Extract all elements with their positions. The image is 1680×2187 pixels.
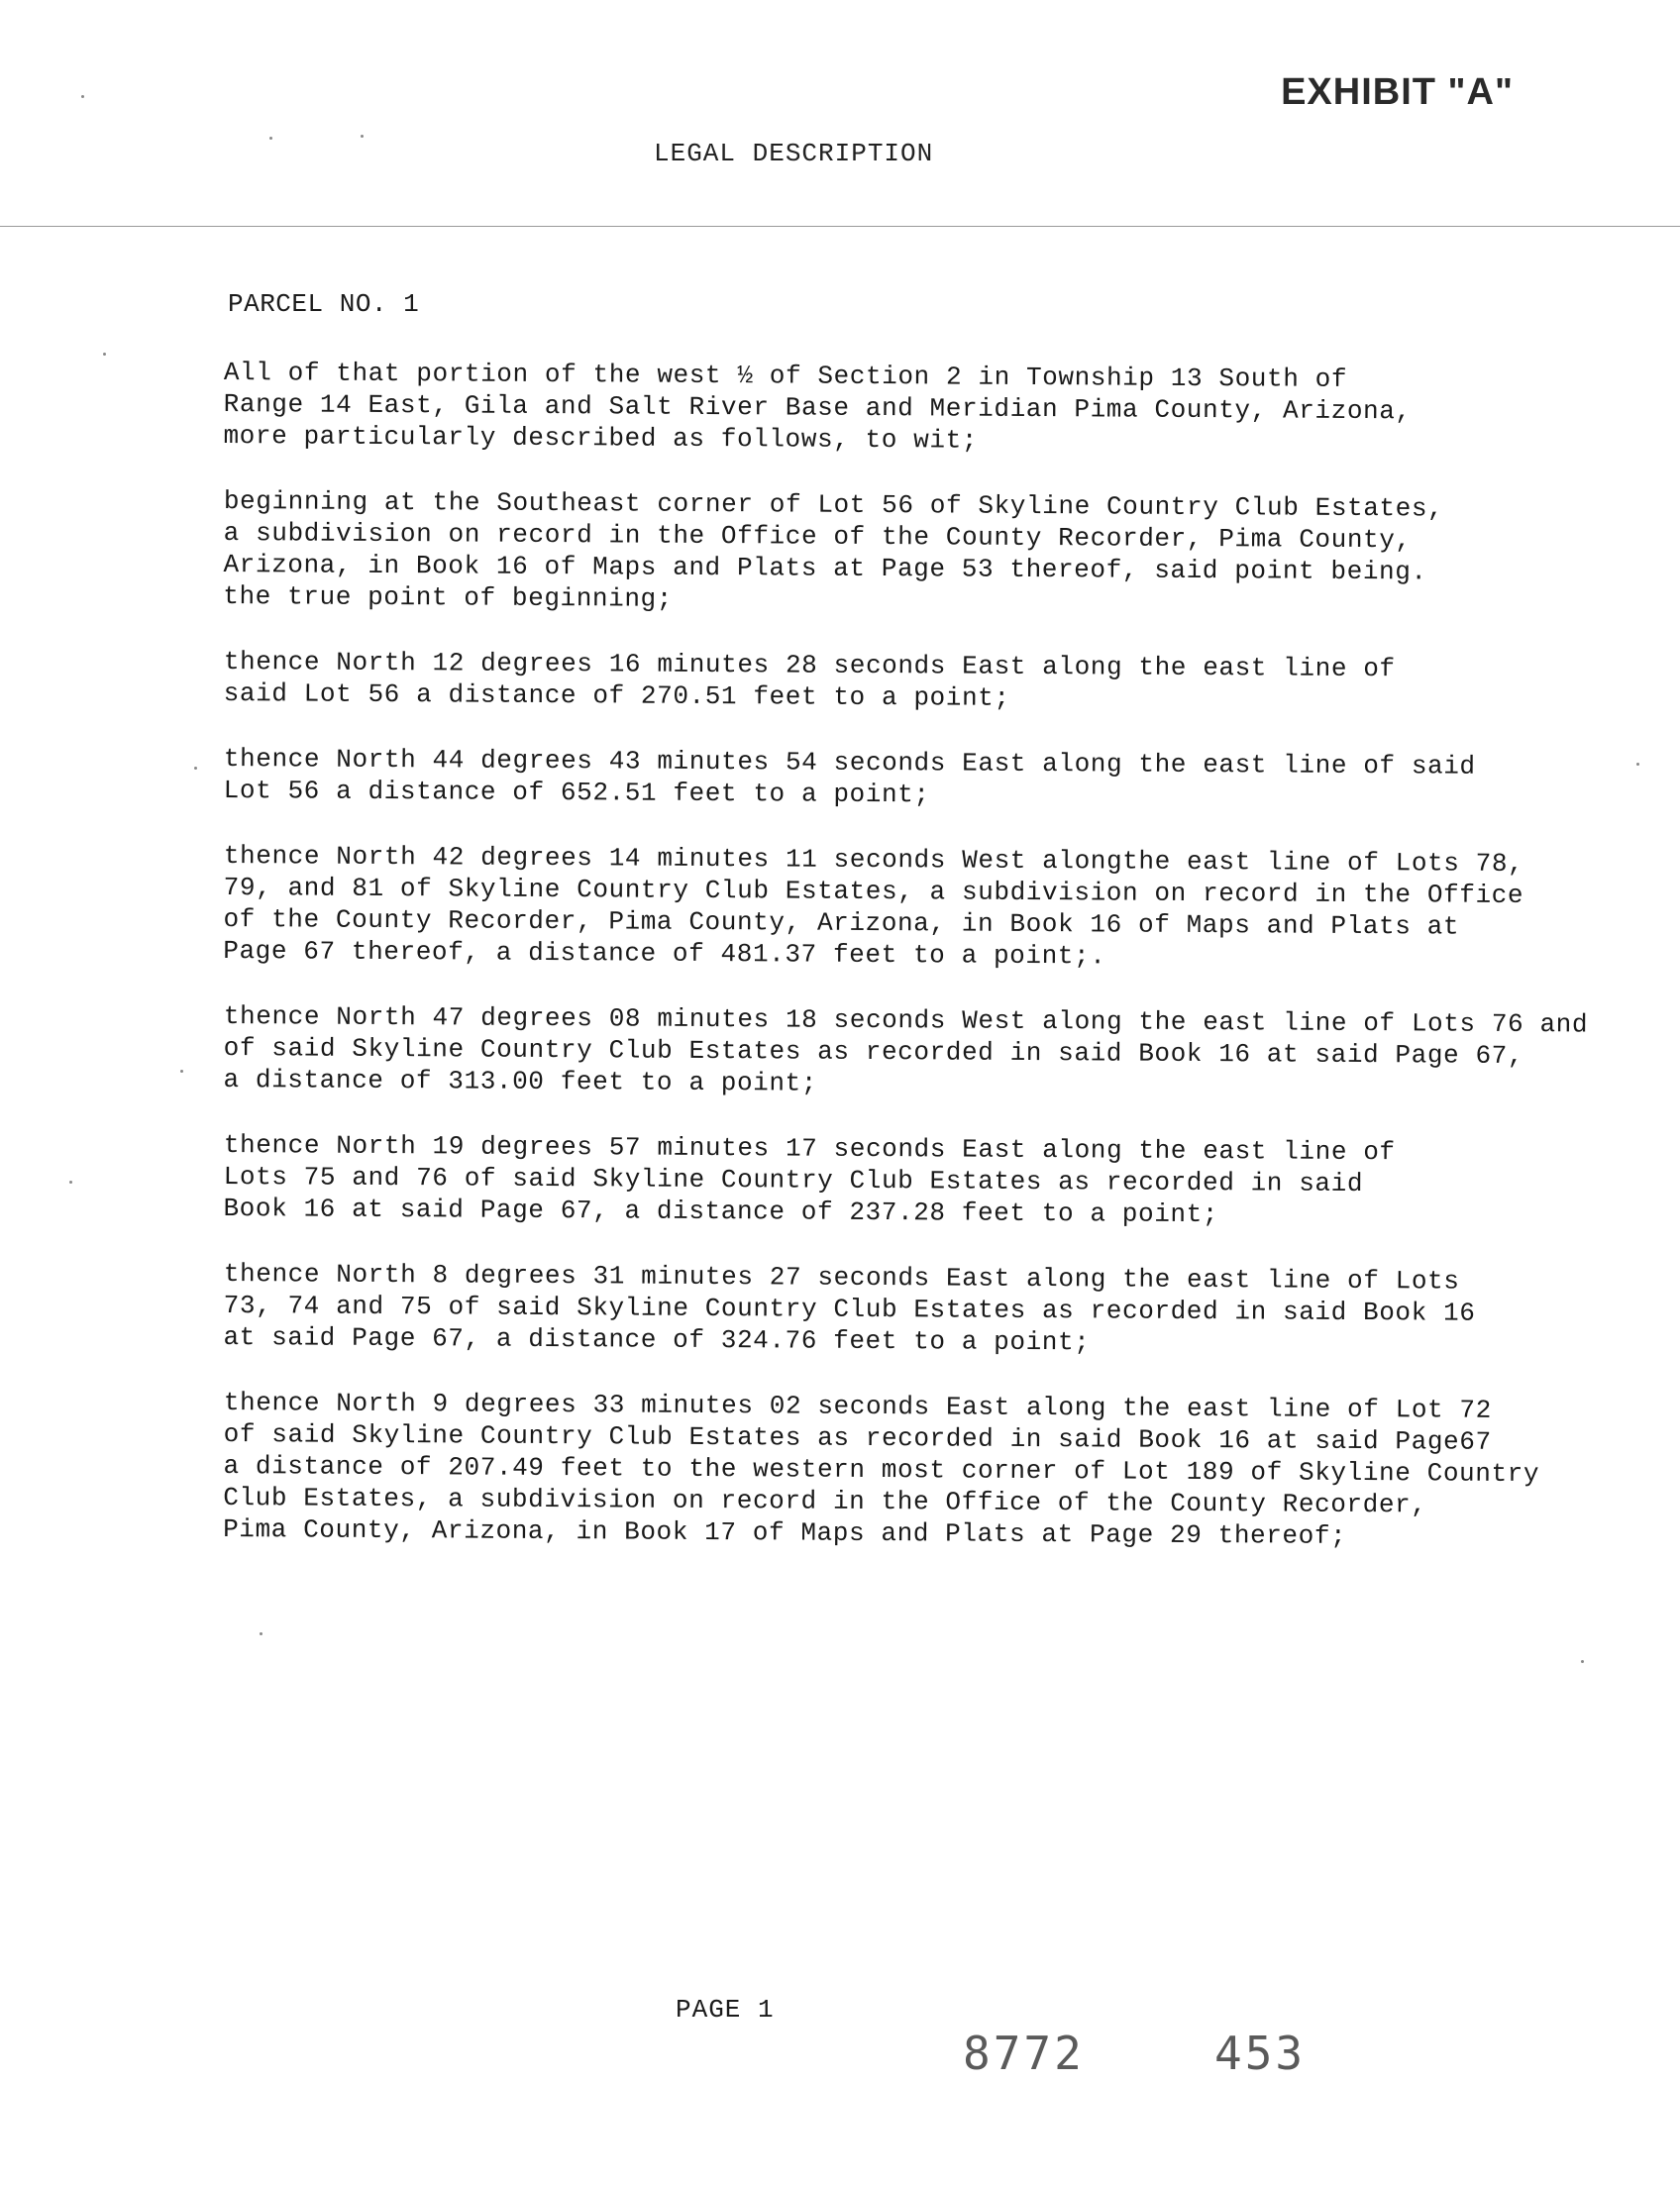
scan-speck (103, 353, 106, 356)
description-line: beginning at the Southeast corner of Lot 56 of Skyline Country Club Estates, (223, 486, 1444, 524)
description-line: of said Skyline Country Club Estates as recorded in said Book 16 at said Page 67, (223, 1032, 1524, 1072)
description-line: Lots 75 and 76 of said Skyline Country Club Estates as recorded in said (223, 1161, 1364, 1199)
legal-description-body (224, 357, 1630, 1579)
description-line: Arizona, in Book 16 of Maps and Plats at Page 53 thereof, said point being. (223, 549, 1427, 587)
description-line: Club Estates, a subdivision on record in the Office of the County Recorder, (223, 1482, 1427, 1520)
description-line: Lot 56 a distance of 652.51 feet to a point; (223, 775, 930, 810)
description-line: Range 14 East, Gila and Salt River Base and Meridian Pima County, Arizona, (223, 388, 1412, 427)
description-line: Page 67 thereof, a distance of 481.37 feet to a point;. (223, 935, 1106, 972)
description-paragraph (223, 357, 1630, 461)
scan-speck (194, 767, 197, 770)
description-paragraph (224, 743, 1630, 815)
header-rule (0, 226, 1680, 227)
scan-speck (81, 95, 84, 98)
description-line: a subdivision on record in the Office of the County Recorder, Pima County, (223, 517, 1412, 556)
description-line: of the County Recorder, Pima County, Arizona, in Book 16 of Maps and Plats at (223, 903, 1460, 942)
description-paragraph (223, 840, 1630, 976)
description-line: said Lot 56 a distance of 270.51 feet to a point; (223, 677, 1010, 713)
description-line: thence North 19 degrees 57 minutes 17 seconds East along the east line of (223, 1130, 1396, 1168)
recording-stamp-page: 453 (1214, 2027, 1307, 2080)
scan-speck (361, 135, 364, 138)
description-line: at said Page 67, a distance of 324.76 feet to a point; (223, 1321, 1091, 1358)
page-label: PAGE 1 (676, 1995, 775, 2025)
scan-speck (1581, 1660, 1584, 1663)
description-paragraph (223, 485, 1630, 621)
description-paragraph (223, 1258, 1630, 1362)
description-paragraph (223, 1000, 1630, 1104)
scan-speck (260, 1632, 262, 1635)
description-paragraph (224, 646, 1630, 718)
description-line: the true point of beginning; (223, 580, 674, 614)
description-line: 73, 74 and 75 of said Skyline Country Club Estates as recorded in said Book 16 (223, 1290, 1476, 1328)
description-line: 79, and 81 of Skyline Country Club Estates, a subdivision on record in the Office (223, 872, 1524, 911)
description-line: thence North 47 degrees 08 minutes 18 seconds West along the east line of Lots 76 and (223, 1001, 1589, 1040)
description-line: a distance of 313.00 feet to a point; (223, 1064, 818, 1098)
document-title: LEGAL DESCRIPTION (654, 139, 934, 168)
scan-speck (269, 137, 272, 140)
description-line: thence North 8 degrees 31 minutes 27 seconds East along the east line of Lots (223, 1259, 1460, 1297)
description-line: more particularly described as follows, to wit; (223, 420, 979, 456)
description-line: thence North 44 degrees 43 minutes 54 seconds East along the east line of said (223, 744, 1476, 781)
recording-stamp-book: 8772 (963, 2027, 1085, 2080)
description-paragraph (223, 1387, 1630, 1554)
scan-speck (1636, 763, 1639, 766)
description-line: of said Skyline Country Club Estates as recorded in said Book 16 at said Page67 (223, 1418, 1492, 1457)
description-line: All of that portion of the west ½ of Section 2 in Township 13 South of (223, 357, 1348, 394)
exhibit-label: EXHIBIT "A" (1281, 71, 1514, 113)
description-line: thence North 9 degrees 33 minutes 02 seconds East along the east line of Lot 72 (223, 1388, 1492, 1425)
scan-speck (69, 1181, 72, 1184)
description-line: Pima County, Arizona, in Book 17 of Maps and Plats at Page 29 thereof; (223, 1513, 1347, 1551)
description-line: Book 16 at said Page 67, a distance of 237.28 feet to a point; (223, 1193, 1219, 1230)
description-line: thence North 42 degrees 14 minutes 11 seconds West alongthe east line of Lots 78, (223, 841, 1524, 880)
description-line: thence North 12 degrees 16 minutes 28 seconds East along the east line of (223, 647, 1396, 684)
parcel-label: PARCEL NO. 1 (228, 289, 420, 319)
description-paragraph (223, 1129, 1630, 1233)
scan-speck (180, 1070, 183, 1073)
description-line: a distance of 207.49 feet to the western most corner of Lot 189 of Skyline Country (223, 1450, 1540, 1490)
